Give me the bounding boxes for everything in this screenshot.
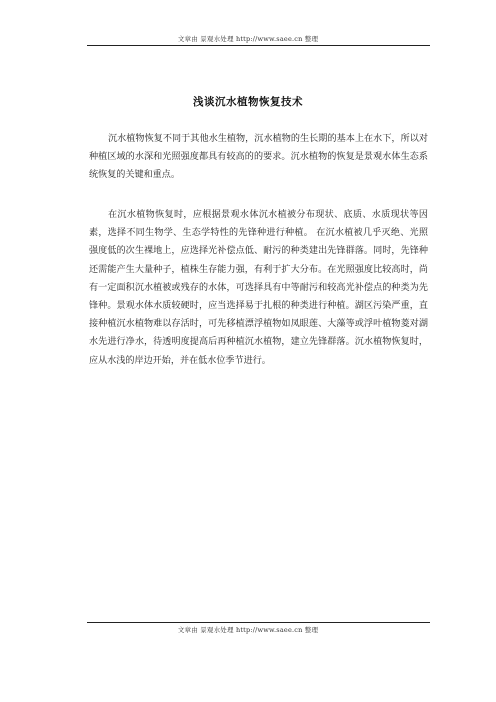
document-title: 浅谈沉水植物恢复技术 — [193, 96, 303, 108]
footer-divider — [87, 622, 430, 623]
paragraph-body: 在沉水植物恢复时，应根据景观水体沉水植被分布现状、底质、水质现状等因素，选择不同生物学、生态学特性的先锋种进行种植。 在沉水植被几乎灭绝、光照强度低的次生裸地上，应选择光补偿点低、耐污的种类建出先锋群落。同时，先锋种还需能产生大量种子，植株生存能力强，有利于扩大分布。在光照强度比较高时，尚有一定面积沉水植被或残存的水体，可选择具有中等耐污和较高光补偿点的种类为先锋种。景观水体水质较硬时，应当选择易于扎根的种类进行种植。湖区污染严重，直接种植沉水植物难以存活时，可先移植漂浮植物如凤眼莲、大藻等或浮叶植物菱对湖水先进行净水，待透明度提高后再种植沉水植物，建立先锋群落。沉水植物恢复时，应从水浅的岸边开始，并在低水位季节进行。 — [89, 210, 428, 366]
page-header: 文章由 景观水处理 http://www.saee.cn 整理 — [177, 35, 319, 43]
page-footer: 文章由 景观水处理 http://www.saee.cn 整理 — [177, 626, 319, 634]
paragraph-intro: 沉水植物恢复不同于其他水生植物，沉水植物的生长期的基本上在水下，所以对种植区域的水深和光照强度都具有较高的的要求。沉水植物的恢复是景观水体生态系统恢复的关键和重点。 — [89, 134, 428, 181]
header-divider — [87, 45, 430, 46]
